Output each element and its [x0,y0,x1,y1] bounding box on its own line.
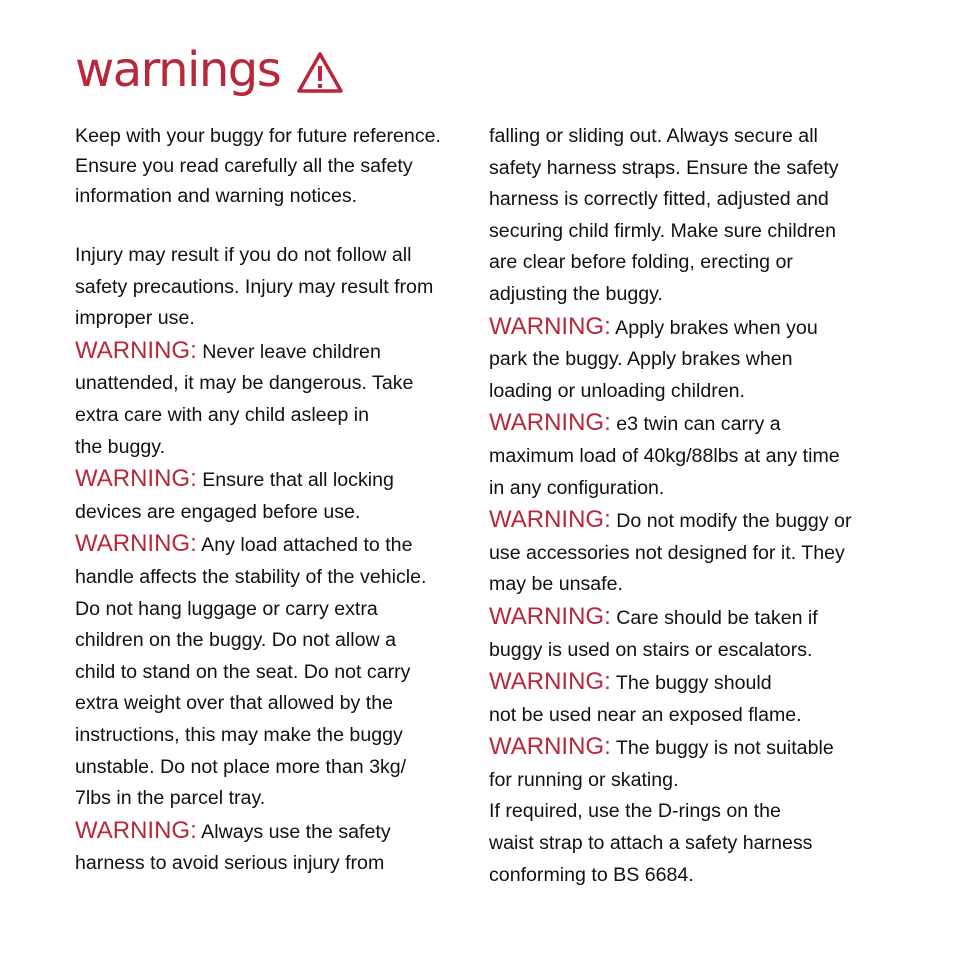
warning-text: Any load attached to the handle affects the stability of the vehicle. Do not hang luggage or carry extra children on the buggy. Do not allow a child to stand on the seat. Do not carry extra weight over that allowed by the instructions, this may make the buggy unstable. Do not place more than 3kg/ 7lbs in the parcel tray. [75,534,427,810]
warning-label: WARNING: [489,668,611,696]
intro-paragraph: Keep with your buggy for future reference. Ensure you read carefully all the safety information and warning notices. [75,125,441,207]
warning-text: Always use the safety harness to avoid serious injury from [75,820,391,875]
continued-paragraph: falling or sliding out. Always secure all safety harness straps. Ensure the safety harness is correctly fitted, adjusted and securing child firmly. Make sure children are clear before folding, erecting or adjusting the buggy. [489,125,839,305]
warning-text: e3 twin can carry a maximum load of 40kg/88lbs at any time in any configuration. [489,413,840,499]
warning-item [75,528,475,814]
right-column [489,121,884,891]
warning-item [75,815,475,880]
warning-text: Apply brakes when you park the buggy. Apply brakes when loading or unloading children. [489,316,818,402]
page-title: warnings [75,42,281,98]
warning-item [489,731,884,796]
warning-label: WARNING: [489,602,611,630]
warning-triangle-icon [296,51,344,95]
warning-text: The buggy should not be used near an exposed flame. [489,672,802,726]
warning-text: Do not modify the buggy or use accessories not designed for it. They may be unsafe. [489,510,852,596]
paragraph-gap [75,211,475,240]
warning-label: WARNING: [75,465,197,493]
warning-item [489,407,884,504]
warning-label: WARNING: [489,506,611,534]
warning-text: Never leave children unattended, it may be dangerous. Take extra care with any child asleep in the buggy. [75,340,414,458]
warning-item [489,666,884,731]
closing-paragraph: If required, use the D-rings on the waist strap to attach a safety harness conforming to BS 6684. [489,800,813,886]
warning-item [489,504,884,601]
warning-item [75,463,475,528]
injury-paragraph: Injury may result if you do not follow all safety precautions. Injury may result from improper use. [75,244,434,330]
warning-label: WARNING: [489,312,611,340]
left-column [75,121,475,880]
warning-label: WARNING: [489,733,611,761]
warning-text: The buggy is not suitable for running or skating. [489,737,834,791]
warning-label: WARNING: [75,816,197,844]
warning-label: WARNING: [489,409,611,437]
warning-text: Ensure that all locking devices are engaged before use. [75,469,394,523]
page-title-block [75,40,344,100]
warning-item [489,311,884,408]
warning-label: WARNING: [75,336,197,364]
warning-label: WARNING: [75,530,197,558]
warning-item [489,601,884,666]
warning-item [75,335,475,463]
warning-text: Care should be taken if buggy is used on stairs or escalators. [489,606,818,661]
